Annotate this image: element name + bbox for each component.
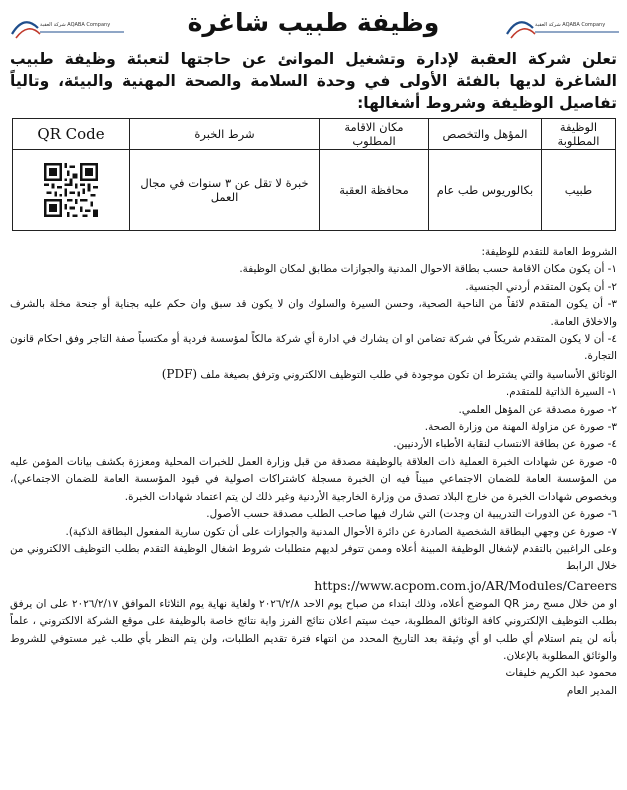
company-logo xyxy=(501,8,621,44)
qr-code-icon[interactable] xyxy=(44,163,98,217)
header xyxy=(0,2,627,48)
terms-section xyxy=(10,244,617,700)
docs-format: (PDF) xyxy=(161,366,198,381)
careers-link[interactable]: https://www.acpom.com.jo/AR/Modules/Careers xyxy=(314,577,617,593)
section-heading: الشروط العامة للتقدم للوظيفة: xyxy=(481,246,617,258)
list-item: ٣- أن يكون المتقدم لائقاً من الناحية الصحية، وحسن السيرة والسلوك وان لا يكون قد سبق وان حكم عليه بجناية أو جنحة مخلة بالشرف والاخلاق العامة. xyxy=(10,298,617,328)
logo-text: شركة العقبة AQABA Company xyxy=(535,22,606,28)
column-header: QR Code xyxy=(13,119,130,150)
docs-heading-text: الوثائق الأساسية والتي يشترط ان تكون موجودة في طلب التوظيف الالكتروني وترفق بصيغة ملف xyxy=(200,368,617,381)
list-item: ٦- صورة عن الدورات التدريبية ان وجدت) التي شارك فيها صاحب الطلب مصدقة حسب الأصول. xyxy=(206,508,617,521)
list-item: ٢- صورة مصدقة عن المؤهل العلمي. xyxy=(458,403,617,416)
table-cell xyxy=(13,150,130,231)
table-header-row xyxy=(13,119,616,150)
column-header: مكان الاقامة المطلوب xyxy=(320,119,429,150)
intro-paragraph: تعلن شركة العقبة لإدارة وتشغيل الموانئ عن حاجتها لتعبئة وظيفة طبيب الشاغرة لديها بالفئة الأولى في وحدة السلامة والصحة المهنية والبيئة، وتالياً تفاصيل الوظيفة وشروط أشغالها: xyxy=(10,50,617,112)
job-table xyxy=(12,118,616,231)
column-header: المؤهل والتخصص xyxy=(429,119,542,150)
list-item: ٤- أن لا يكون المتقدم شريكاً في شركة تضامن او ان يشارك في ادارة أي شركة مالكاً لمؤسسة فردية أو مكتسباً صفة التاجر وفق احكام قانون التجارة. xyxy=(10,333,617,363)
list-item: ٣- صورة عن مزاولة المهنة من وزارة الصحة. xyxy=(424,421,617,434)
signatory-name: محمود عبد الكريم خليفات xyxy=(505,667,617,680)
list-item: ١- أن يكون مكان الاقامة حسب بطاقة الاحوال المدنية والجوازات مطابق لمكان الوظيفة. xyxy=(239,263,617,276)
table-cell: طبيب xyxy=(542,150,616,231)
section-heading xyxy=(10,366,617,384)
list-item: ١- السيرة الذاتية للمتقدم. xyxy=(505,386,617,399)
list-item: ٥- صورة عن شهادات الخبرة العملية ذات العلاقة بالوظيفة مصدقة من قبل وزارة العمل للخبرات المحلية ومعززة بكشف بيانات المؤمن عليه من المؤسسة العامة للضمان الاجتماعي مبيناً فيه ان الخبرة مسجلة كاشتراكات اصولية في قيود المؤسسة العامة للضمان الاجتماعي)، وبخصوص شهادات الخبرة من خارج البلاد تصدق من وزارة الخارجية الأردنية وغير ذلك لن يتم اعتماد شهادات الخبرة. xyxy=(10,455,617,503)
column-header: الوظيفة المطلوبة xyxy=(542,119,616,150)
list-item: ٢- أن يكون المتقدم أردني الجنسية. xyxy=(465,280,617,293)
closing-paragraph: او من خلال مسح رمز QR الموضح أعلاه، وذلك ابتداء من صباح يوم الاحد ٢٠٢٦/٢/٨ ولغاية نهاية يوم الثلاثاء الموافق ٢٠٢٦/٢/١٧ على ان يرفق بطلب التوظيف الإلكتروني كافة الوثائق المطلوبة، حيث سيتم اعلان نتائج الفرز واية نتائج خاصة بالوظيفة على موقع الشركة الالكتروني ، علماً بأنه لن يتم استلام أي طلب او أي وثيقة بعد التاريخ المحدد من انتهاء فترة تقديم الطلبات، ولن يتم النظر بأي طلب غير مستوفي للشروط والوثائق المطلوبة بالإعلان. xyxy=(10,597,617,662)
table-cell: بكالوريوس طب عام xyxy=(429,150,542,231)
list-item: ٤- صورة عن بطاقة الانتساب لنقابة الأطباء الأردنيين. xyxy=(393,438,617,451)
table-cell: محافظة العقبة xyxy=(320,150,429,231)
apply-instructions: وعلى الراغبين بالتقدم لإشغال الوظيفة المبينة أعلاه وممن تتوفر لديهم متطلبات شروط اشغال الوظيفة التقدم بطلب التوظيف الالكتروني من خلال الرابط xyxy=(10,542,617,573)
signatory-title: المدير العام xyxy=(566,684,617,697)
list-item: ٧- صورة عن وجهي البطاقة الشخصية الصادرة عن دائرة الأحوال المدنية والجوازات على أن تكون سارية المفعول البطاقة الذكية). xyxy=(65,525,617,538)
logo-text: شركة العقبة AQABA Company xyxy=(40,22,111,28)
company-logo xyxy=(6,8,126,44)
table-cell: خبرة لا تقل عن ٣ سنوات في مجال العمل xyxy=(130,150,320,231)
page-title: وظيفة طبيب شاغرة xyxy=(187,8,440,37)
table-row xyxy=(13,150,616,231)
column-header: شرط الخبرة xyxy=(130,119,320,150)
